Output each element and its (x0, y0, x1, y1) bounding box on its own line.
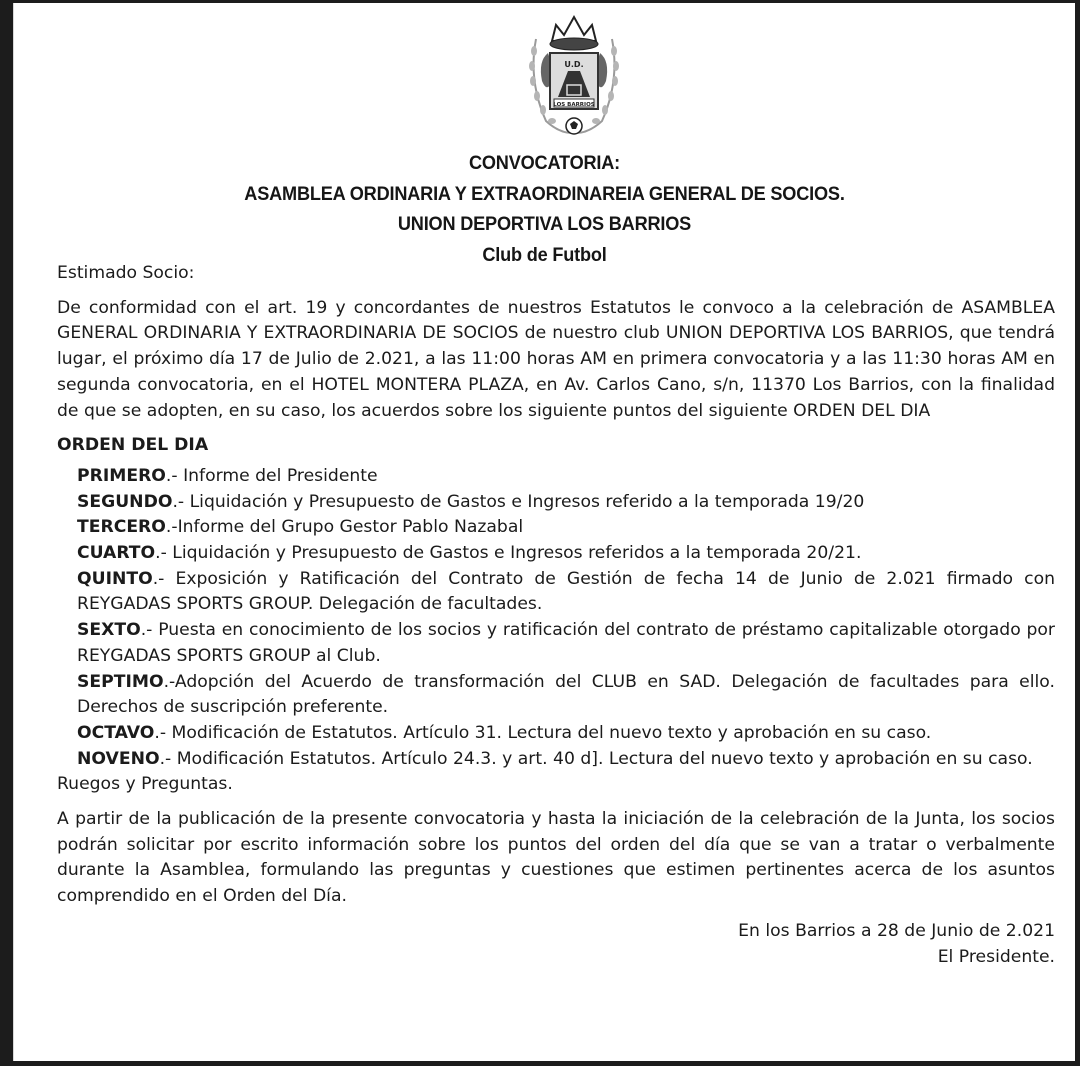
agenda-item-label: TERCERO (77, 517, 166, 538)
agenda-list (57, 464, 1055, 772)
agenda-item-label: SEPTIMO (77, 671, 164, 692)
agenda-item: QUINTO.- Exposición y Ratificación del Contrato de Gestión de fecha 14 de Junio de 2.021 firmado con REYGADAS SPORTS GROUP. Delegación de facultades. (77, 568, 1055, 615)
agenda-item-text: Liquidación y Presupuesto de Gastos e Ingresos referidos a la temporada 20/21. (172, 543, 862, 564)
agenda-item-label: QUINTO (77, 568, 153, 589)
intro-paragraph: De conformidad con el art. 19 y concordantes de nuestros Estatutos le convoco a la celebración de ASAMBLEA GENERAL ORDINARIA Y EXTRAORDINARIA DE SOCIOS de nuestro club UNION DEPORTIVA LOS BARRIOS, que tendrá lugar, el próximo día 17 de Julio de 2.021, a las 11:00 horas AM en primera convocatoria y a las 11:30 horas AM en segunda convocatoria, en el HOTEL MONTERA PLAZA, en Av. Carlos Cano, s/n, 11370 Los Barrios, con la finalidad de que se adopten, en su caso, los acuerdos sobre los siguiente puntos del siguiente ORDEN DEL DIA (57, 297, 1055, 421)
agenda-item: SEGUNDO.- Liquidación y Presupuesto de Gastos e Ingresos referido a la temporada 19/20 (77, 491, 865, 512)
signature-place-date: En los Barrios a 28 de Junio de 2.021 (738, 920, 1055, 941)
agenda-item-label: NOVENO (77, 748, 160, 769)
closing-paragraph: A partir de la publicación de la presente convocatoria y hasta la iniciación de la celebración de la Junta, los socios podrán solicitar por escrito información sobre los puntos del orden del día que se van a tratar o verbalmente durante la Asamblea, formulando las preguntas y cuestiones que estimen pertinentes acerca de los asuntos comprendido en el Orden del Día. (57, 809, 1055, 907)
agenda-item-text: Modificación Estatutos. Artículo 24.3. y art. 40 d]. Lectura del nuevo texto y aprobación en su caso. (176, 748, 1033, 769)
agenda-item-text: Puesta en conocimiento de los socios y ratificación del contrato de préstamo capitalizable otorgado por REYGADAS SPORTS GROUP al Club. (77, 620, 1055, 666)
document-body (57, 261, 1055, 970)
agenda-item-label: PRIMERO (77, 465, 166, 486)
greeting: Estimado Socio: (57, 263, 195, 283)
agenda-item-text: Informe del Presidente (183, 465, 378, 486)
agenda-item-text: Exposición y Ratificación del Contrato de Gestión de fecha 14 de Junio de 2.021 firmado con REYGADAS SPORTS GROUP. Delegación de facultades. (77, 568, 1055, 615)
svg-text:LOS BARRIOS: LOS BARRIOS (553, 102, 595, 108)
title-subtitle: Club de Futbol (482, 243, 607, 266)
agenda-item: NOVENO.- Modificación Estatutos. Artículo 24.3. y art. 40 d]. Lectura del nuevo texto y aprobación en su caso. (77, 748, 1033, 769)
title-asamblea: ASAMBLEA ORDINARIA Y EXTRAORDINAREIA GENERAL DE SOCIOS. (244, 182, 845, 205)
title-club-name: UNION DEPORTIVA LOS BARRIOS (397, 213, 692, 235)
document-header (14, 148, 1075, 270)
ruegos-y-preguntas: Ruegos y Preguntas. (57, 774, 233, 795)
agenda-item: PRIMERO.- Informe del Presidente (77, 465, 378, 486)
agenda-item: SEPTIMO.-Adopción del Acuerdo de transformación del CLUB en SAD. Delegación de facultades para ello. Derechos de suscripción preferente. (77, 671, 1055, 718)
svg-text:U.D.: U.D. (564, 60, 584, 69)
agenda-item: OCTAVO.- Modificación de Estatutos. Artículo 31. Lectura del nuevo texto y aprobación en su caso. (77, 722, 932, 743)
agenda-item-label: SEGUNDO (77, 491, 173, 512)
title-convocatoria: CONVOCATORIA: (468, 152, 621, 174)
agenda-item-text: Adopción del Acuerdo de transformación del CLUB en SAD. Delegación de facultades para ello. Derechos de suscripción preferente. (77, 671, 1055, 718)
club-crest-icon (524, 11, 624, 139)
document-page (13, 3, 1075, 1061)
agenda-item-text: Modificación de Estatutos. Artículo 31. Lectura del nuevo texto y aprobación en su caso. (171, 722, 932, 743)
signature-signer: El Presidente. (937, 946, 1055, 967)
agenda-item-label: OCTAVO (77, 722, 155, 743)
agenda-item-text: Liquidación y Presupuesto de Gastos e Ingresos referido a la temporada 19/20 (189, 491, 865, 512)
agenda-item-text: Informe del Grupo Gestor Pablo Nazabal (177, 517, 524, 538)
agenda-item: SEXTO.- Puesta en conocimiento de los socios y ratificación del contrato de préstamo capitalizable otorgado por REYGADAS SPORTS GROUP al Club. (77, 620, 1055, 666)
agenda-item-label: CUARTO (77, 543, 156, 564)
agenda-item: CUARTO.- Liquidación y Presupuesto de Gastos e Ingresos referidos a la temporada 20/21. (77, 543, 862, 564)
agenda-item-label: SEXTO (77, 620, 141, 641)
agenda-title: ORDEN DEL DIA (57, 435, 209, 456)
agenda-item: TERCERO.-Informe del Grupo Gestor Pablo Nazabal (77, 517, 524, 538)
